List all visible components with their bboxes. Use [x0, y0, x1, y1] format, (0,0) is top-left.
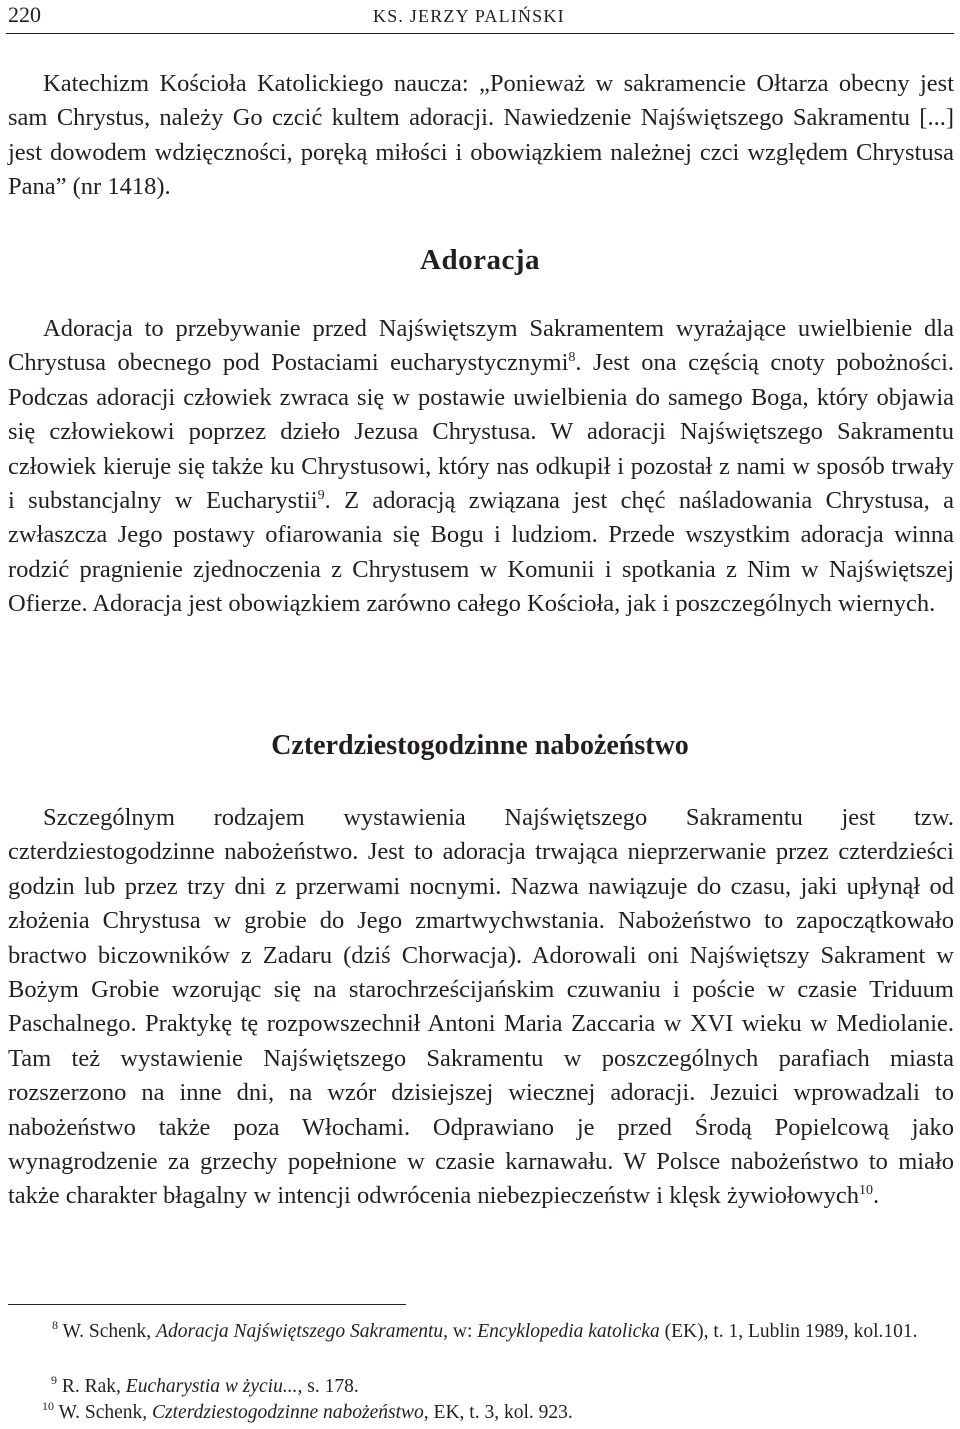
- footnote-number: 8: [52, 1318, 58, 1332]
- section-heading-czterdziestogodzinne: Czterdziestogodzinne nabożeństwo: [271, 730, 689, 761]
- paragraph-czterdziestogodzinne: [8, 801, 954, 1214]
- footnote-text: , s. 178.: [297, 1376, 359, 1397]
- footnote-text: (EK), t. 1, Lublin 1989, kol.101.: [659, 1321, 918, 1342]
- page-number: 220: [8, 2, 41, 27]
- paragraph-adoracja: [8, 312, 954, 622]
- footnote-number: 10: [42, 1399, 54, 1413]
- footnote-ref: 9: [317, 488, 325, 504]
- header-rule: [6, 33, 954, 34]
- paragraph-text: Adoracja to przebywanie przed Najświętszym Sakramentem wyrażające uwielbienie dla Chrystusa obecnego pod Postaciami eucharystycznymi: [8, 315, 954, 377]
- footnote-ref: 10: [859, 1183, 874, 1199]
- footnote-10: [8, 1399, 954, 1426]
- footnote-ref: 8: [568, 350, 576, 366]
- footnote-title: Eucharystia w życiu...: [125, 1376, 298, 1397]
- footnote-8: [8, 1318, 954, 1345]
- paragraph-text: . Jest ona częścią cnoty pobożności. Podczas adoracji człowiek zwraca się w postawie uwielbienia do samego Boga, który objawia się człowiekowi poprzez dzieło Jezusa Chrystusa. W adoracji Najświętszego Sakramentu człowiek kieruje się także ku Chrystusowi, który nas odkupił i pozostał z nami w sposób trwały i substancjalny w Eucharystii: [8, 349, 955, 515]
- running-head: KS. JERZY PALIŃSKI: [373, 6, 565, 26]
- footnote-text: , w:: [443, 1321, 478, 1342]
- footnote-separator: [8, 1304, 406, 1305]
- footnote-number: 9: [51, 1373, 57, 1387]
- footnote-text: , EK, t. 3, kol. 923.: [423, 1402, 573, 1423]
- footnote-author: W. Schenk,: [58, 1321, 157, 1342]
- paragraph-text: . Z adoracją związana jest chęć naśladowania Chrystusa, a zwłaszcza Jego postawy ofiarowania się Bogu i ludziom. Przede wszystkim adoracja winna rodzić pragnienie zjednoczenia z Chrystusem w Komunii i spotkania z Nim w Najświętszej Ofierze. Adoracja jest obowiązkiem zarówno całego Kościoła, jak i poszczególnych wiernych.: [8, 487, 954, 618]
- paragraph-text: Szczególnym rodzajem wystawienia Najświętszego Sakramentu jest tzw. czterdziestogodzinne nabożeństwo. Jest to adoracja trwająca nieprzerwanie przez czterdzieści godzin lub przez trzy dni z przerwami nocnymi. Nazwa nawiązuje do czasu, jaki upłynął od złożenia Chrystusa w grobie do Jego zmartwychwstania. Nabożeństwo to zapoczątkowało bractwo biczowników z Zadaru (dziś Chorwacja). Adorowali oni Najświętszy Sakrament w Bożym Grobie wzorując się na starochrześcijańskim czuwaniu i poście w czasie Triduum Paschalnego. Praktykę tę rozpowszechnił Antoni Maria Zaccaria w XVI wieku w Mediolanie. Tam też wystawienie Najświętszego Sakramentu w poszczególnych parafiach miasta rozszerzono na inne dni, na wzór dzisiejszej wiecznej adoracji. Jezuici wprowadzali to nabożeństwo także poza Włochami. Odprawiano je przed Środą Popielcową jako wynagrodzenie za grzechy popełnione w czasie karnawału. W Polsce nabożeństwo to miało także charakter błagalny w intencji odwrócenia niebezpieczeństw i klęsk żywiołowych: [8, 804, 954, 1210]
- page-header: [0, 0, 960, 34]
- footnote-work: Encyklopedia katolicka: [477, 1321, 660, 1342]
- paragraph-catechism-quote: Katechizm Kościoła Katolickiego naucza: „Ponieważ w sakramencie Ołtarza obecny jest sam Chrystus, należy Go czcić kultem adoracji. Nawiedzenie Najświętszego Sakramentu [...] jest dowodem wdzięczności, poręką miłości i obowiązkiem należnej czci względem Chrystusa Pana” (nr 1418).: [8, 70, 954, 201]
- footnote-9: [8, 1373, 954, 1400]
- paragraph-text: .: [873, 1182, 880, 1210]
- footnote-author: R. Rak,: [57, 1376, 126, 1397]
- footnote-title: Adoracja Najświętszego Sakramentu: [156, 1321, 444, 1342]
- section-heading-adoracja: Adoracja: [420, 244, 540, 276]
- footnote-author: W. Schenk,: [54, 1402, 153, 1423]
- footnote-title: Czterdziestogodzinne nabożeństwo: [152, 1402, 424, 1423]
